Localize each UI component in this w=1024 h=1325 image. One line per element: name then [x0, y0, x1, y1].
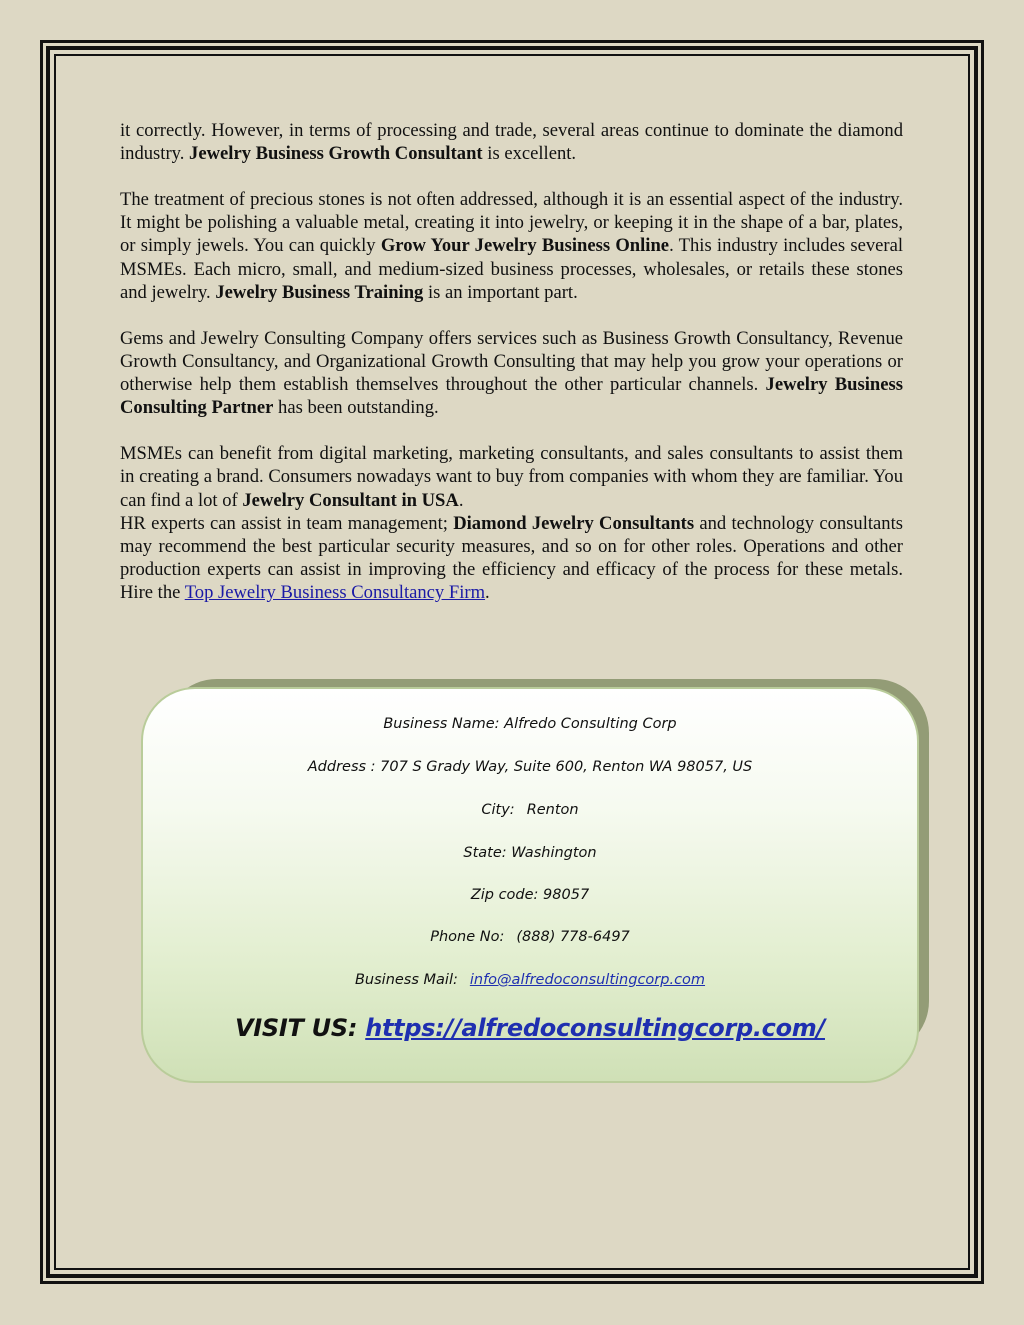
- paragraph-2: The treatment of precious stones is not often addressed, although it is an essential aspect of the industry. It might be polishing a valuable metal, creating it into jewelry, or keeping it in the shape of a bar, plates, or simply jewels. You can quickly Grow Your Jewelry Business Online. This industry includes several MSMEs. Each micro, small, and medium-sized business processes, wholesales, or retails these stones and jewelry. Jewelry Business Training is an important part.: [120, 189, 903, 303]
- business-phone: Phone No: (888) 778-6497: [430, 929, 630, 945]
- paragraph-5: HR experts can assist in team management; Diamond Jewelry Consultants and technology consultants may recommend the best particular security measures, and so on for other roles. Operations and other production experts can assist in improving the efficiency and efficacy of the process for these metals. Hire the Top Jewelry Business Consultancy Firm.: [120, 512, 903, 603]
- keyword-consultant-usa: Jewelry Consultant in USA: [242, 489, 459, 511]
- business-mail: Business Mail: info@alfredoconsultingcorp.com: [354, 972, 706, 988]
- business-state: State: Washington: [463, 845, 597, 861]
- paragraph-3: Gems and Jewelry Consulting Company offers services such as Business Growth Consultancy, Revenue Growth Consultancy, and Organizational Growth Consulting that may help you grow your operations or otherwise help them establish themselves throughout the other particular channels. Jewelry Business Consulting Partner has been outstanding.: [120, 327, 903, 419]
- top-consultancy-firm-link[interactable]: Top Jewelry Business Consultancy Firm: [184, 581, 486, 603]
- keyword-business-training: Jewelry Business Training: [215, 281, 424, 303]
- document-body: [120, 119, 903, 627]
- keyword-diamond-consultants: Diamond Jewelry Consultants: [453, 512, 695, 534]
- business-zip: Zip code: 98057: [470, 887, 590, 903]
- paragraph-4: MSMEs can benefit from digital marketing, marketing consultants, and sales consultants to assist them in creating a brand. Consumers nowadays want to buy from companies with whom they are familiar. You can find a lot of Jewelry Consultant in USA.: [120, 443, 903, 511]
- keyword-grow-online: Grow Your Jewelry Business Online: [380, 235, 670, 257]
- business-mail-link[interactable]: info@alfredoconsultingcorp.com: [469, 972, 706, 988]
- keyword-consulting-partner: Jewelry Business Consulting Partner: [120, 374, 903, 419]
- visit-us: VISIT US: https://alfredoconsultingcorp.com/: [235, 1014, 825, 1042]
- business-city: City: Renton: [481, 802, 579, 818]
- paragraph-1: it correctly. However, in terms of processing and trade, several areas continue to dominate the diamond industry. Jewelry Business Growth Consultant is excellent.: [120, 120, 903, 165]
- keyword-growth-consultant: Jewelry Business Growth Consultant: [189, 143, 483, 165]
- business-address: Address : 707 S Grady Way, Suite 600, Renton WA 98057, US: [307, 759, 753, 775]
- business-name: Business Name: Alfredo Consulting Corp: [383, 716, 677, 732]
- website-link[interactable]: https://alfredoconsultingcorp.com/: [365, 1014, 825, 1042]
